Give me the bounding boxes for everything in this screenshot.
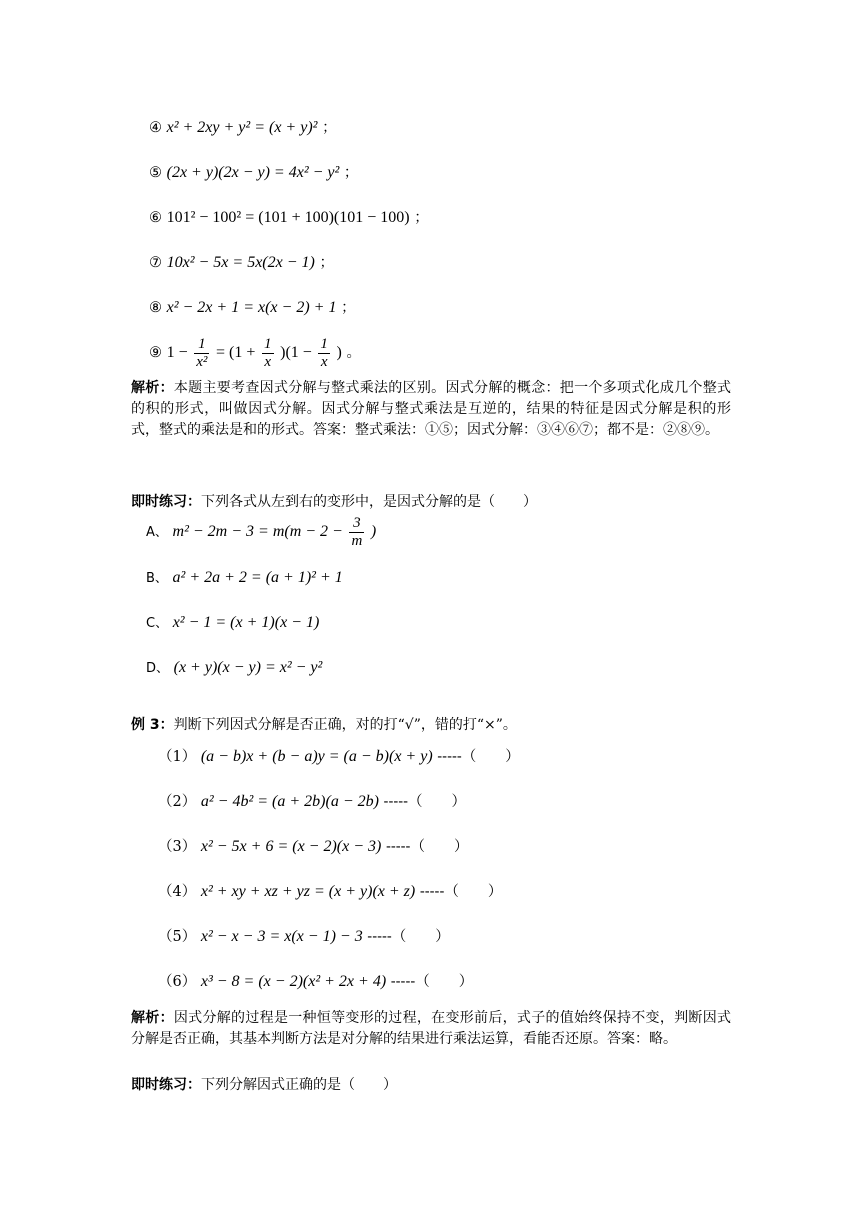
example-item	[158, 792, 466, 812]
option-d	[146, 658, 322, 679]
option-expression: m² − 2m − 3 = m(m − 2 −	[172, 523, 343, 540]
example-item	[158, 972, 473, 992]
equation-lead: 1 −	[166, 344, 188, 361]
equation-expression: 10x² − 5x = 5x(2x − 1)	[166, 254, 315, 271]
practice-label: 即时练习：	[131, 1077, 201, 1093]
example-3-heading	[131, 715, 517, 735]
item-answer-blank: -----（ ）	[385, 839, 469, 855]
equation-punctuation: ；	[343, 165, 359, 181]
item-answer-blank: -----（ ）	[390, 974, 474, 990]
item-number: （3）	[158, 839, 197, 855]
option-label: C、	[146, 616, 169, 631]
equation-label: ⑧	[149, 300, 162, 316]
option-label: D、	[146, 661, 170, 676]
example-item	[158, 882, 502, 902]
practice-question: 下列各式从左到右的变形中，是因式分解的是（ ）	[201, 494, 537, 510]
option-b	[146, 568, 343, 589]
equation-label: ⑨	[149, 345, 162, 361]
analysis-text: 本题主要考查因式分解与整式乘法的区别。因式分解的概念：把一个多项式化成几个整式的积的形式，叫做因式分解。因式分解与整式乘法是互逆的，结果的特征是因式分解是积的形式，整式的乘法是和的形式。答案：整式乘法：①⑤；因式分解：③④⑥⑦；都不是：②⑧⑨。	[131, 380, 732, 438]
practice-question: 下列分解因式正确的是（ ）	[201, 1077, 397, 1093]
item-expression: a² − 4b² = (a + 2b)(a − 2b)	[200, 793, 379, 810]
equation-punctuation: ；	[322, 120, 337, 136]
item-answer-blank: -----（ ）	[383, 794, 467, 810]
analysis-label: 解析：	[131, 1010, 174, 1026]
option-c	[146, 613, 319, 634]
analysis-paragraph-1	[131, 378, 731, 441]
item-expression: (a − b)x + (b − a)y = (a − b)(x + y)	[200, 748, 433, 765]
option-a	[146, 514, 376, 551]
option-label: B、	[146, 571, 168, 586]
equation-6	[149, 208, 429, 228]
analysis-text: 因式分解的过程是一种恒等变形的过程，在变形前后，式子的值始终保持不变，判断因式分解是否正确，其基本判断方法是对分解的结果进行乘法运算，看能否还原。答案：略。	[131, 1010, 732, 1047]
practice-question-1	[131, 492, 537, 512]
fraction-numerator: 1	[194, 336, 209, 354]
equation-expression: x² + 2xy + y² = (x + y)²	[166, 119, 318, 136]
analysis-label: 解析：	[131, 380, 174, 396]
item-answer-blank: -----（ ）	[367, 929, 450, 945]
equation-punctuation: ；	[341, 300, 356, 316]
fraction-numerator: 1	[264, 335, 272, 352]
equation-punctuation: 。	[346, 345, 361, 361]
item-expression: x² − x − 3 = x(x − 1) − 3	[200, 928, 363, 945]
fraction	[194, 336, 209, 371]
item-expression: x² − 5x + 6 = (x − 2)(x − 3)	[200, 838, 382, 855]
equation-expression: x² − 2x + 1 = x(x − 2) + 1	[166, 299, 337, 316]
example-item	[158, 747, 520, 767]
equation-tail: )	[336, 344, 342, 361]
equation-5	[149, 163, 358, 183]
fraction-denominator: m	[351, 532, 363, 549]
example-item	[158, 837, 468, 857]
fraction-denominator: x²	[196, 353, 208, 370]
equation-label: ⑥	[149, 210, 162, 226]
equation-punctuation: ；	[414, 210, 429, 226]
equation-9	[149, 334, 361, 372]
equation-4	[149, 118, 337, 138]
equation-7	[149, 253, 334, 273]
example-item	[158, 927, 450, 947]
item-answer-blank: -----（ ）	[437, 749, 520, 765]
equation-middle: )(1 −	[280, 344, 312, 361]
item-number: （6）	[158, 974, 197, 990]
item-number: （2）	[158, 794, 197, 810]
practice-question-2	[131, 1075, 397, 1095]
equation-label: ④	[149, 120, 162, 136]
option-label: A、	[146, 525, 168, 540]
option-expression: a² + 2a + 2 = (a + 1)² + 1	[172, 569, 343, 586]
option-expression: (x + y)(x − y) = x² − y²	[173, 659, 323, 676]
option-tail: )	[370, 523, 377, 540]
analysis-paragraph-2	[131, 1008, 731, 1050]
item-number: （4）	[158, 884, 197, 900]
equation-label: ⑤	[149, 165, 162, 181]
item-number: （1）	[158, 749, 197, 765]
fraction-numerator: 3	[349, 515, 364, 533]
equation-expression: (2x + y)(2x − y) = 4x² − y²	[166, 164, 340, 181]
example-label: 例 3：	[131, 717, 174, 733]
fraction	[318, 336, 330, 371]
fraction-numerator: 1	[320, 335, 328, 352]
item-number: （5）	[158, 929, 197, 945]
equation-middle: = (1 +	[216, 344, 256, 361]
equation-expression: 101² − 100² = (101 + 100)(101 − 100)	[166, 209, 410, 226]
fraction-denominator: x	[320, 353, 328, 370]
option-expression: x² − 1 = (x + 1)(x − 1)	[172, 614, 320, 631]
practice-label: 即时练习：	[131, 494, 201, 510]
fraction-denominator: x	[264, 353, 272, 370]
item-expression: x³ − 8 = (x − 2)(x² + 2x + 4)	[200, 973, 387, 990]
item-expression: x² + xy + xz + yz = (x + y)(x + z)	[200, 883, 416, 900]
item-answer-blank: -----（ ）	[419, 884, 503, 900]
equation-punctuation: ；	[319, 255, 334, 271]
equation-label: ⑦	[149, 255, 162, 271]
equation-8	[149, 298, 356, 318]
fraction	[349, 515, 364, 550]
fraction	[262, 336, 274, 371]
example-text: 判断下列因式分解是否正确，对的打“√”，错的打“×”。	[173, 717, 517, 733]
